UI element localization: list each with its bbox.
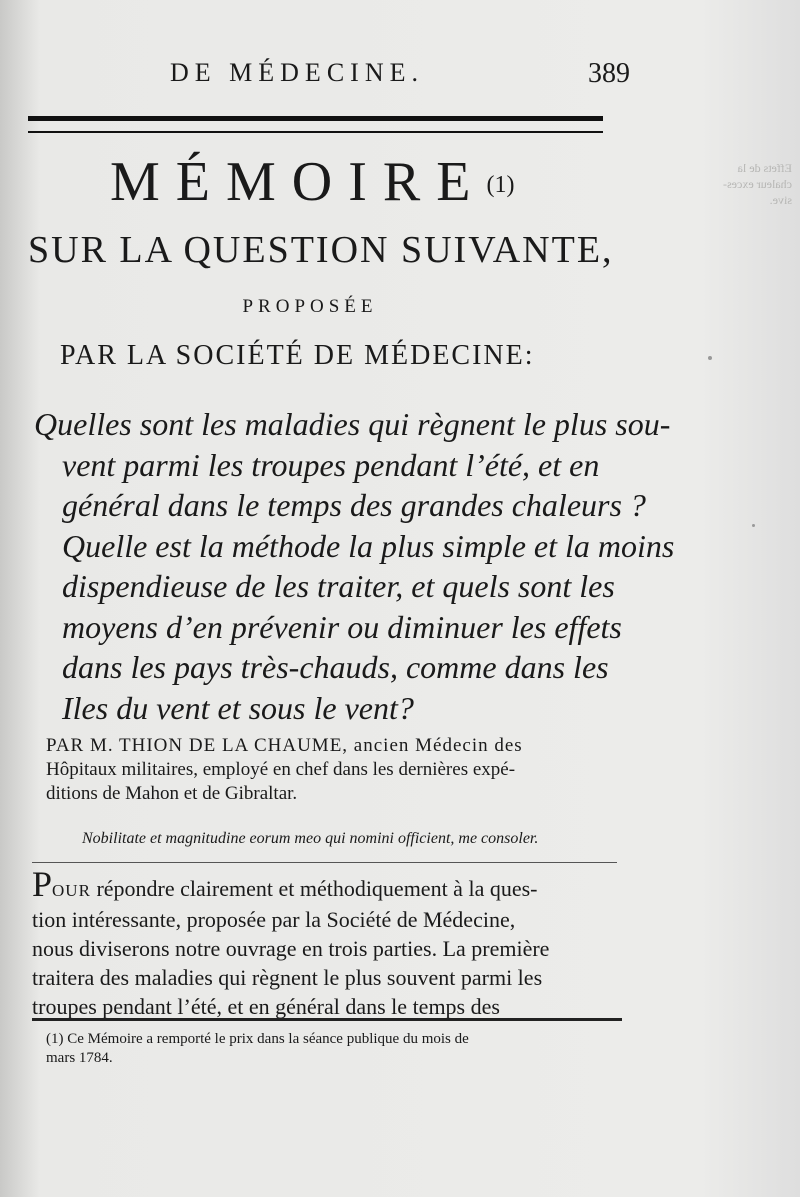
bleed-line: Effets de la	[737, 161, 792, 175]
memoir-title-text: MÉMOIRE	[110, 151, 487, 213]
question-line: général dans le temps des grandes chaleurs ?	[62, 487, 646, 523]
question-line: vent parmi les troupes pendant l’été, et en	[62, 446, 600, 483]
question-line: dispendieuse de les traiter, et quels sont les	[62, 568, 615, 604]
drop-cap: P	[32, 864, 53, 904]
body-line	[32, 864, 622, 905]
footnote-line: mars 1784.	[46, 1050, 113, 1066]
epigraph: Nobilitate et magnitudine eorum meo qui nomini officient, me consoler.	[82, 830, 539, 847]
author-line: Hôpitaux militaires, employé en chef dans les dernières expé-	[46, 759, 516, 780]
question-line: Quelle est la méthode la plus simple et la moins	[62, 527, 675, 564]
running-title: DE MÉDECINE.	[170, 58, 424, 87]
body-line: tion intéressante, proposée par la Société de Médecine,	[32, 907, 516, 932]
proposing-body: PAR LA SOCIÉTÉ DE MÉDECINE:	[60, 340, 535, 371]
question-line: dans les pays très-chauds, comme dans les	[62, 649, 609, 685]
bleed-line: sive.	[769, 193, 792, 207]
question-line: moyens d’en prévenir ou diminuer les effets	[62, 608, 622, 645]
footnote-ref: (1)	[486, 172, 515, 198]
running-head	[170, 58, 630, 94]
question-line: Iles du vent et sous le vent?	[62, 689, 414, 726]
page-number: 389	[588, 58, 630, 89]
question-line: Quelles sont les maladies qui règnent le plus sou-	[34, 406, 671, 442]
author-line: ditions de Mahon et de Gibraltar.	[46, 783, 298, 804]
memoir-title	[110, 150, 530, 214]
author-line: PAR M. THION DE LA CHAUME, ancien Médecin des	[46, 735, 523, 756]
section-rule	[32, 862, 617, 863]
bleed-line: chaleur exces-	[723, 177, 792, 191]
footnote-line: (1) Ce Mémoire a remporté le prix dans la séance publique du mois de	[46, 1031, 469, 1047]
author-block	[46, 734, 621, 806]
body-line-text: répondre clairement et méthodiquement à la ques-	[96, 876, 538, 901]
first-word-caps: OUR	[52, 881, 91, 900]
body-text	[32, 864, 622, 1021]
header-rule	[28, 116, 603, 133]
memoir-subtitle: SUR LA QUESTION SUIVANTE,	[28, 229, 614, 271]
footnote	[46, 1030, 621, 1068]
footnote-rule	[32, 1018, 622, 1021]
question-text	[34, 404, 675, 728]
body-line: troupes pendant l’été, et en général dans le temps des	[32, 994, 500, 1019]
proposed-label: PROPOSÉE	[242, 296, 378, 317]
paper-speck	[752, 524, 755, 527]
body-line: nous diviserons notre ouvrage en trois parties. La première	[32, 936, 550, 961]
paper-speck	[708, 356, 712, 360]
body-line: traitera des maladies qui règnent le plus souvent parmi les	[32, 965, 543, 990]
bleed-through-margin-note	[602, 160, 792, 208]
